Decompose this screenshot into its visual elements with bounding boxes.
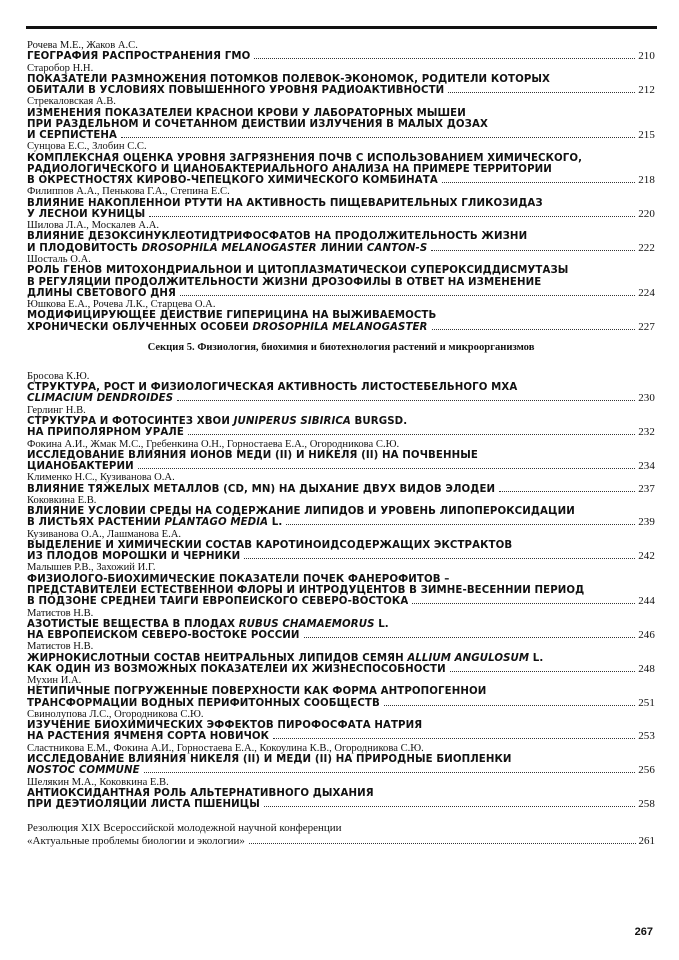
entry-page: 237 xyxy=(638,483,655,495)
leader-dots xyxy=(286,524,635,525)
entry-title-line xyxy=(27,506,655,517)
leader-dots xyxy=(177,400,635,401)
title-text: И ПЛОДОВИТОСТЬ xyxy=(27,242,142,254)
entry-title-text xyxy=(27,731,269,742)
entry-title-line xyxy=(27,119,655,130)
title-text: L. xyxy=(268,517,283,529)
entry-title-text xyxy=(27,288,176,299)
leader-dots xyxy=(249,843,636,844)
entry-page: 218 xyxy=(638,175,655,187)
entry-title-line xyxy=(27,540,655,551)
entry-title-line xyxy=(27,720,655,731)
entry-page: 248 xyxy=(638,663,655,675)
leader-dots xyxy=(244,558,635,559)
entry-title-line xyxy=(27,619,655,630)
latin-name: ALLIUM ANGULOSUM xyxy=(407,652,530,664)
title-text: ФИЗИОЛОГО-БИОХИМИЧЕСКИЕ ПОКАЗАТЕЛИ ПОЧЕК ФАНЕРОФИТОВ – xyxy=(27,573,450,585)
title-text: ПРИ ДЕЭТИОЛЯЦИИ ЛИСТА ПШЕНИЦЫ xyxy=(27,799,260,811)
leader-dots xyxy=(384,705,635,706)
title-text: РАДИОЛОГИЧЕСКОГО И ЦИАНОБАКТЕРИАЛЬНОГО АНАЛИЗА НА ПРИМЕРЕ ТЕРРИТОРИИ xyxy=(27,163,552,175)
title-text: ГЕОГРАФИЯ РАСПРОСТРАНЕНИЯ ГМО xyxy=(27,51,251,63)
entries-list-b xyxy=(27,371,655,810)
toc-entry[interactable] xyxy=(27,186,655,220)
entry-page: 227 xyxy=(638,321,655,333)
entry-authors: Матистов Н.В. xyxy=(27,607,94,619)
leader-dots xyxy=(499,491,635,492)
entry-authors: Клименко Н.С., Кузиванова О.А. xyxy=(27,472,175,484)
latin-name: CLIMACIUM DENDROIDES xyxy=(27,393,174,405)
entry-title-line xyxy=(27,698,655,709)
toc-entry[interactable] xyxy=(27,495,655,529)
entry-title-line xyxy=(27,653,655,664)
title-text: НА ПРИПОЛЯРНОМ УРАЛЕ xyxy=(27,427,184,439)
entry-title-line xyxy=(27,686,655,697)
title-text: ИЗ ПЛОДОВ МОРОШКИ И ЧЕРНИКИ xyxy=(27,551,241,563)
title-text: МОДИФИЦИРУЮЩЕЕ ДЕЙСТВИЕ ГИПЕРИЦИНА НА ВЫЖИВАЕМОСТЬ xyxy=(27,310,437,322)
entry-title-line xyxy=(27,765,655,776)
entry-page: 258 xyxy=(638,799,655,811)
title-text: L. xyxy=(529,652,544,664)
latin-name: NOSTOC COMMUNE xyxy=(27,765,140,777)
entry-title-line xyxy=(27,551,655,562)
entry-page: 232 xyxy=(638,427,655,439)
entry-authors: Фокина А.И., Жмак М.С., Гребенкина О.Н., Горностаева Е.А., Огородникова С.Ю. xyxy=(27,438,400,450)
resolution-line-2 xyxy=(27,835,655,848)
entry-title-text xyxy=(27,175,438,186)
title-text: У ЛЕСНОЙ КУНИЦЫ xyxy=(27,208,146,220)
entry-title-line xyxy=(27,382,655,393)
toc-entry[interactable] xyxy=(27,675,655,709)
title-text: АНТИОКСИДАНТНАЯ РОЛЬ АЛЬТЕРНАТИВНОГО ДЫХАНИЯ xyxy=(27,787,374,799)
title-text: ОБИТАЛИ В УСЛОВИЯХ ПОВЫШЕННОГО УРОВНЯ РАДИОАКТИВНОСТИ xyxy=(27,85,445,96)
latin-name: JUNIPERUS SIBIRICA xyxy=(233,415,351,427)
entry-title-line xyxy=(27,484,655,495)
leader-dots xyxy=(180,295,635,296)
toc-entry[interactable] xyxy=(27,220,655,254)
entry-page: 222 xyxy=(638,242,655,254)
latin-name: CANTON-S xyxy=(366,242,428,254)
entry-authors: Шосталь О.А. xyxy=(27,254,91,266)
title-text: ВЛИЯНИЕ ДЕЗОКСИНУКЛЕОТИДТРИФОСФАТОВ НА ПРОДОЛЖИТЕЛЬНОСТЬ ЖИЗНИ xyxy=(27,231,528,243)
entry-title-line xyxy=(27,517,655,528)
leader-dots xyxy=(138,468,635,469)
toc-entry[interactable] xyxy=(27,472,655,495)
title-text: НЕТИПИЧНЫЕ ПОГРУЖЕННЫЕ ПОВЕРХНОСТИ КАК ФОРМА АНТРОПОГЕННОЙ xyxy=(27,686,487,698)
entry-title-line xyxy=(27,209,655,220)
entry-authors: Шилова Л.А., Москалев А.А. xyxy=(27,220,160,232)
entry-title-text xyxy=(27,243,427,254)
entry-title-line xyxy=(27,198,655,209)
entry-title-line xyxy=(27,461,655,472)
entry-authors: Старобор Н.Н. xyxy=(27,62,94,74)
entry-title-text xyxy=(27,484,495,495)
section-heading: Секция 5. Физиология, биохимия и биотехнология растений и микроорганизмов xyxy=(147,341,535,353)
entry-title-line xyxy=(27,731,655,742)
entry-authors: Рочева М.Е., Жаков А.С. xyxy=(27,40,138,51)
entry-title-line xyxy=(27,164,655,175)
entry-authors: Кузиванова О.А., Лашманова Е.А. xyxy=(27,528,182,540)
entry-title-line xyxy=(27,175,655,186)
title-text: КОМПЛЕКСНАЯ ОЦЕНКА УРОВНЯ ЗАГРЯЗНЕНИЯ ПОЧВ С ИСПОЛЬЗОВАНИЕМ ХИМИЧЕСКОГО, xyxy=(27,152,583,164)
leader-dots xyxy=(144,772,635,773)
entry-title-line xyxy=(27,788,655,799)
toc-entry[interactable] xyxy=(27,562,655,607)
toc-entry[interactable] xyxy=(27,608,655,642)
entry-title-line xyxy=(27,277,655,288)
entry-title-line xyxy=(27,664,655,675)
entry-title-line xyxy=(27,265,655,276)
title-text: АЗОТИСТЫЕ ВЕЩЕСТВА В ПЛОДАХ xyxy=(27,618,239,630)
table-of-contents xyxy=(27,40,655,847)
entry-title-text xyxy=(27,322,428,333)
toc-entry[interactable] xyxy=(27,299,655,333)
entry-title-text xyxy=(27,596,408,607)
title-text: ПРЕДСТАВИТЕЛЕЙ ЕСТЕСТВЕННОЙ ФЛОРЫ И ИНТРОДУЦЕНТОВ В ЗИМНЕ-ВЕСЕННИЙ ПЕРИОД xyxy=(27,584,585,596)
entry-title-line xyxy=(27,51,655,62)
entry-page: 253 xyxy=(638,731,655,743)
entry-authors: Мухин И.А. xyxy=(27,675,82,687)
title-text: ПОКАЗАТЕЛИ РАЗМНОЖЕНИЯ ПОТОМКОВ ПОЛЕВОК-ЭКОНОМОК, РОДИТЕЛИ КОТОРЫХ xyxy=(27,73,551,85)
entry-authors: Матистов Н.В. xyxy=(27,641,94,653)
leader-dots xyxy=(450,671,635,672)
toc-entry[interactable] xyxy=(27,529,655,563)
entry-authors: Бросова К.Ю. xyxy=(27,370,90,382)
toc-entry[interactable] xyxy=(27,96,655,141)
entry-authors: Коковкина Е.В. xyxy=(27,494,97,506)
title-text: В ЛИСТЬЯХ РАСТЕНИЙ xyxy=(27,517,165,529)
entry-title-line xyxy=(27,322,655,333)
entry-title-line xyxy=(27,108,655,119)
title-text: ЦИАНОБАКТЕРИИ xyxy=(27,461,134,473)
entry-page: 246 xyxy=(638,630,655,642)
title-text: ВЛИЯНИЕ ТЯЖЕЛЫХ МЕТАЛЛОВ (CD, MN) НА ДЫХАНИЕ ДВУХ ВИДОВ ЭЛОДЕИ xyxy=(27,483,496,495)
entry-authors: Стрекаловская А.В. xyxy=(27,96,116,108)
entry-title-text xyxy=(27,393,173,404)
entry-authors: Сластникова Е.М., Фокина А.И., Горностаева Е.А., Кокоулина К.В., Огородникова С.Ю. xyxy=(27,742,424,754)
title-text: ТРАНСФОРМАЦИИ ВОДНЫХ ПЕРИФИТОННЫХ СООБЩЕСТВ xyxy=(27,697,380,709)
toc-entry[interactable] xyxy=(27,371,655,405)
title-text: В РЕГУЛЯЦИИ ПРОДОЛЖИТЕЛЬНОСТИ ЖИЗНИ ДРОЗОФИЛЫ В ОТВЕТ НА ИЗМЕНЕНИЕ xyxy=(27,276,542,288)
title-text: НА ЕВРОПЕЙСКОМ СЕВЕРО-ВОСТОКЕ РОССИИ xyxy=(27,630,300,642)
entry-title-line xyxy=(27,450,655,461)
entry-title-line xyxy=(27,754,655,765)
toc-entry[interactable] xyxy=(27,254,655,299)
title-text: НА РАСТЕНИЯ ЯЧМЕНЯ СОРТА НОВИЧОК xyxy=(27,731,270,743)
title-text: ДЛИНЫ СВЕТОВОГО ДНЯ xyxy=(27,287,176,299)
entry-page: 224 xyxy=(638,287,655,299)
entry-page: 210 xyxy=(638,51,655,63)
toc-entry[interactable] xyxy=(27,439,655,473)
title-text: ХРОНИЧЕСКИ ОБЛУЧЕННЫХ ОСОБЕЙ xyxy=(27,321,253,333)
toc-entry[interactable] xyxy=(27,743,655,777)
toc-entry[interactable] xyxy=(27,405,655,439)
leader-dots xyxy=(273,738,635,739)
entry-title-line xyxy=(27,574,655,585)
entry-page: 244 xyxy=(638,596,655,608)
entry-page: 215 xyxy=(638,130,655,142)
entry-page: 230 xyxy=(638,393,655,405)
leader-dots xyxy=(412,603,635,604)
entry-title-line xyxy=(27,288,655,299)
toc-entry[interactable] xyxy=(27,777,655,811)
toc-entry[interactable] xyxy=(27,141,655,186)
title-text: ВЛИЯНИЕ НАКОПЛЕННОЙ РТУТИ НА АКТИВНОСТЬ ПИЩЕВАРИТЕЛЬНЫХ ГЛИКОЗИДАЗ xyxy=(27,197,543,209)
toc-entry[interactable] xyxy=(27,63,655,97)
entry-title-text xyxy=(27,51,250,62)
leader-dots xyxy=(149,216,635,217)
latin-name: PLANTAGO MEDIA xyxy=(164,517,269,529)
entry-page: 234 xyxy=(638,461,655,473)
entry-page: 239 xyxy=(638,517,655,529)
leader-dots xyxy=(188,434,635,435)
leader-dots xyxy=(304,637,636,638)
leader-dots xyxy=(431,250,635,251)
entry-title-text xyxy=(27,461,134,472)
entry-title-text xyxy=(27,799,260,810)
toc-entry[interactable] xyxy=(27,641,655,675)
entry-page: 212 xyxy=(638,85,655,96)
entry-title-text xyxy=(27,85,444,96)
title-text: ВЛИЯНИЕ УСЛОВИЙ СРЕДЫ НА СОДЕРЖАНИЕ ЛИПИДОВ И УРОВЕНЬ ЛИПОПЕРОКСИДАЦИИ xyxy=(27,506,575,518)
entry-title-text xyxy=(27,130,117,141)
title-text: ИЗМЕНЕНИЯ ПОКАЗАТЕЛЕЙ КРАСНОЙ КРОВИ У ЛАБОРАТОРНЫХ МЫШЕЙ xyxy=(27,107,466,119)
leader-dots xyxy=(442,182,635,183)
entry-authors: Юшкова Е.А., Рочева Л.К., Старцева О.А. xyxy=(27,299,216,311)
entry-title-text xyxy=(27,664,446,675)
entry-authors: Герлинг Н.В. xyxy=(27,404,86,416)
title-text: СТРУКТУРА И ФОТОСИНТЕЗ ХВОИ xyxy=(27,415,234,427)
entry-title-line xyxy=(27,393,655,404)
entry-authors: Свинолупова Л.С., Огородникова С.Ю. xyxy=(27,708,204,720)
entry-title-line xyxy=(27,310,655,321)
resolution-entry[interactable] xyxy=(27,822,655,847)
entry-page: 220 xyxy=(638,208,655,220)
title-text: BURGSD. xyxy=(350,415,408,427)
entry-authors: Шелякин М.А., Коковкина Е.В. xyxy=(27,776,169,788)
entry-title-text xyxy=(27,209,145,220)
latin-name: RUBUS CHAMAEMORUS xyxy=(238,618,375,630)
title-text: ИЗУЧЕНИЕ БИОХИМИЧЕСКИХ ЭФФЕКТОВ ПИРОФОСФАТА НАТРИЯ xyxy=(27,720,423,732)
entry-title-line xyxy=(27,231,655,242)
leader-dots xyxy=(432,329,636,330)
entry-title-line xyxy=(27,74,655,85)
entry-title-line xyxy=(27,153,655,164)
entry-page: 256 xyxy=(638,765,655,777)
entry-authors: Филиппов А.А., Пенькова Г.А., Степина Е.С. xyxy=(27,186,230,198)
entry-title-line xyxy=(27,585,655,596)
resolution-page: 261 xyxy=(638,834,655,847)
entry-title-text xyxy=(27,427,184,438)
entry-title-line xyxy=(27,427,655,438)
toc-entry[interactable] xyxy=(27,40,655,63)
leader-dots xyxy=(448,92,635,93)
entry-title-line xyxy=(27,85,655,96)
resolution-line-1: Резолюция XIX Всероссийской молодежной научной конференции xyxy=(27,822,342,835)
entry-authors: Сунцова Е.С., Злобин С.С. xyxy=(27,141,147,153)
title-text: L. xyxy=(374,618,389,630)
entry-title-line xyxy=(27,130,655,141)
title-text: В ОКРЕСТНОСТЯХ КИРОВО-ЧЕПЕЦКОГО ХИМИЧЕСКОГО КОМБИНАТА xyxy=(27,175,438,187)
leader-dots xyxy=(121,137,635,138)
top-rule xyxy=(26,26,657,29)
entry-title-text xyxy=(27,551,240,562)
leader-dots xyxy=(254,58,635,59)
title-text: КАК ОДИН ИЗ ВОЗМОЖНЫХ ПОКАЗАТЕЛЕЙ ИХ ЖИЗНЕСПОСОБНОСТИ xyxy=(27,663,446,675)
entry-title-line xyxy=(27,630,655,641)
title-text: В ПОДЗОНЕ СРЕДНЕЙ ТАЙГИ ЕВРОПЕЙСКОГО СЕВЕРО-ВОСТОКА xyxy=(27,596,409,608)
resolution-line-2-text: «Актуальные проблемы биологии и экологии» xyxy=(27,834,245,847)
latin-name: DROSOPHILA MELANOGASTER xyxy=(141,242,317,254)
latin-name: DROSOPHILA MELANOGASTER xyxy=(252,321,428,333)
entry-title-line xyxy=(27,596,655,607)
title-text: ИССЛЕДОВАНИЕ ВЛИЯНИЯ ИОНОВ МЕДИ (II) И НИКЕЛЯ (II) НА ПОЧВЕННЫЕ xyxy=(27,449,478,461)
title-text: ВЫДЕЛЕНИЕ И ХИМИЧЕСКИЙ СОСТАВ КАРОТИНОИДСОДЕРЖАЩИХ ЭКСТРАКТОВ xyxy=(27,539,513,551)
title-text: РОЛЬ ГЕНОВ МИТОХОНДРИАЛЬНОЙ И ЦИТОПЛАЗМАТИЧЕСКОЙ СУПЕРОКСИДДИСМУТАЗЫ xyxy=(27,265,569,277)
entry-title-text xyxy=(27,698,380,709)
entry-title-line xyxy=(27,799,655,810)
entry-page: 242 xyxy=(638,551,655,563)
title-text: ПРИ РАЗДЕЛЬНОМ И СОЧЕТАННОМ ДЕЙСТВИИ ИЗЛУЧЕНИЯ В МАЛЫХ ДОЗАХ xyxy=(27,118,488,130)
title-text: ИССЛЕДОВАНИЕ ВЛИЯНИЯ НИКЕЛЯ (II) И МЕДИ (II) НА ПРИРОДНЫЕ БИОПЛЕНКИ xyxy=(27,753,512,765)
toc-entry[interactable] xyxy=(27,709,655,743)
entry-title-text xyxy=(27,630,300,641)
entries-list-a xyxy=(27,40,655,333)
page-number: 267 xyxy=(634,926,653,938)
leader-dots xyxy=(264,806,635,807)
entry-title-line xyxy=(27,416,655,427)
entry-title-text xyxy=(27,517,282,528)
entry-page: 251 xyxy=(638,697,655,709)
entry-title-text xyxy=(27,765,140,776)
title-text: СТРУКТУРА, РОСТ И ФИЗИОЛОГИЧЕСКАЯ АКТИВНОСТЬ ЛИСТОСТЕБЕЛЬНОГО МХА xyxy=(27,382,518,394)
title-text: И СЕРПИСТЕНА xyxy=(27,130,118,142)
entry-title-line xyxy=(27,243,655,254)
title-text: ЖИРНОКИСЛОТНЫЙ СОСТАВ НЕЙТРАЛЬНЫХ ЛИПИДОВ СЕМЯН xyxy=(27,652,408,664)
entry-authors: Малышев Р.В., Захожий И.Г. xyxy=(27,562,156,574)
title-text: ЛИНИИ xyxy=(316,242,367,254)
